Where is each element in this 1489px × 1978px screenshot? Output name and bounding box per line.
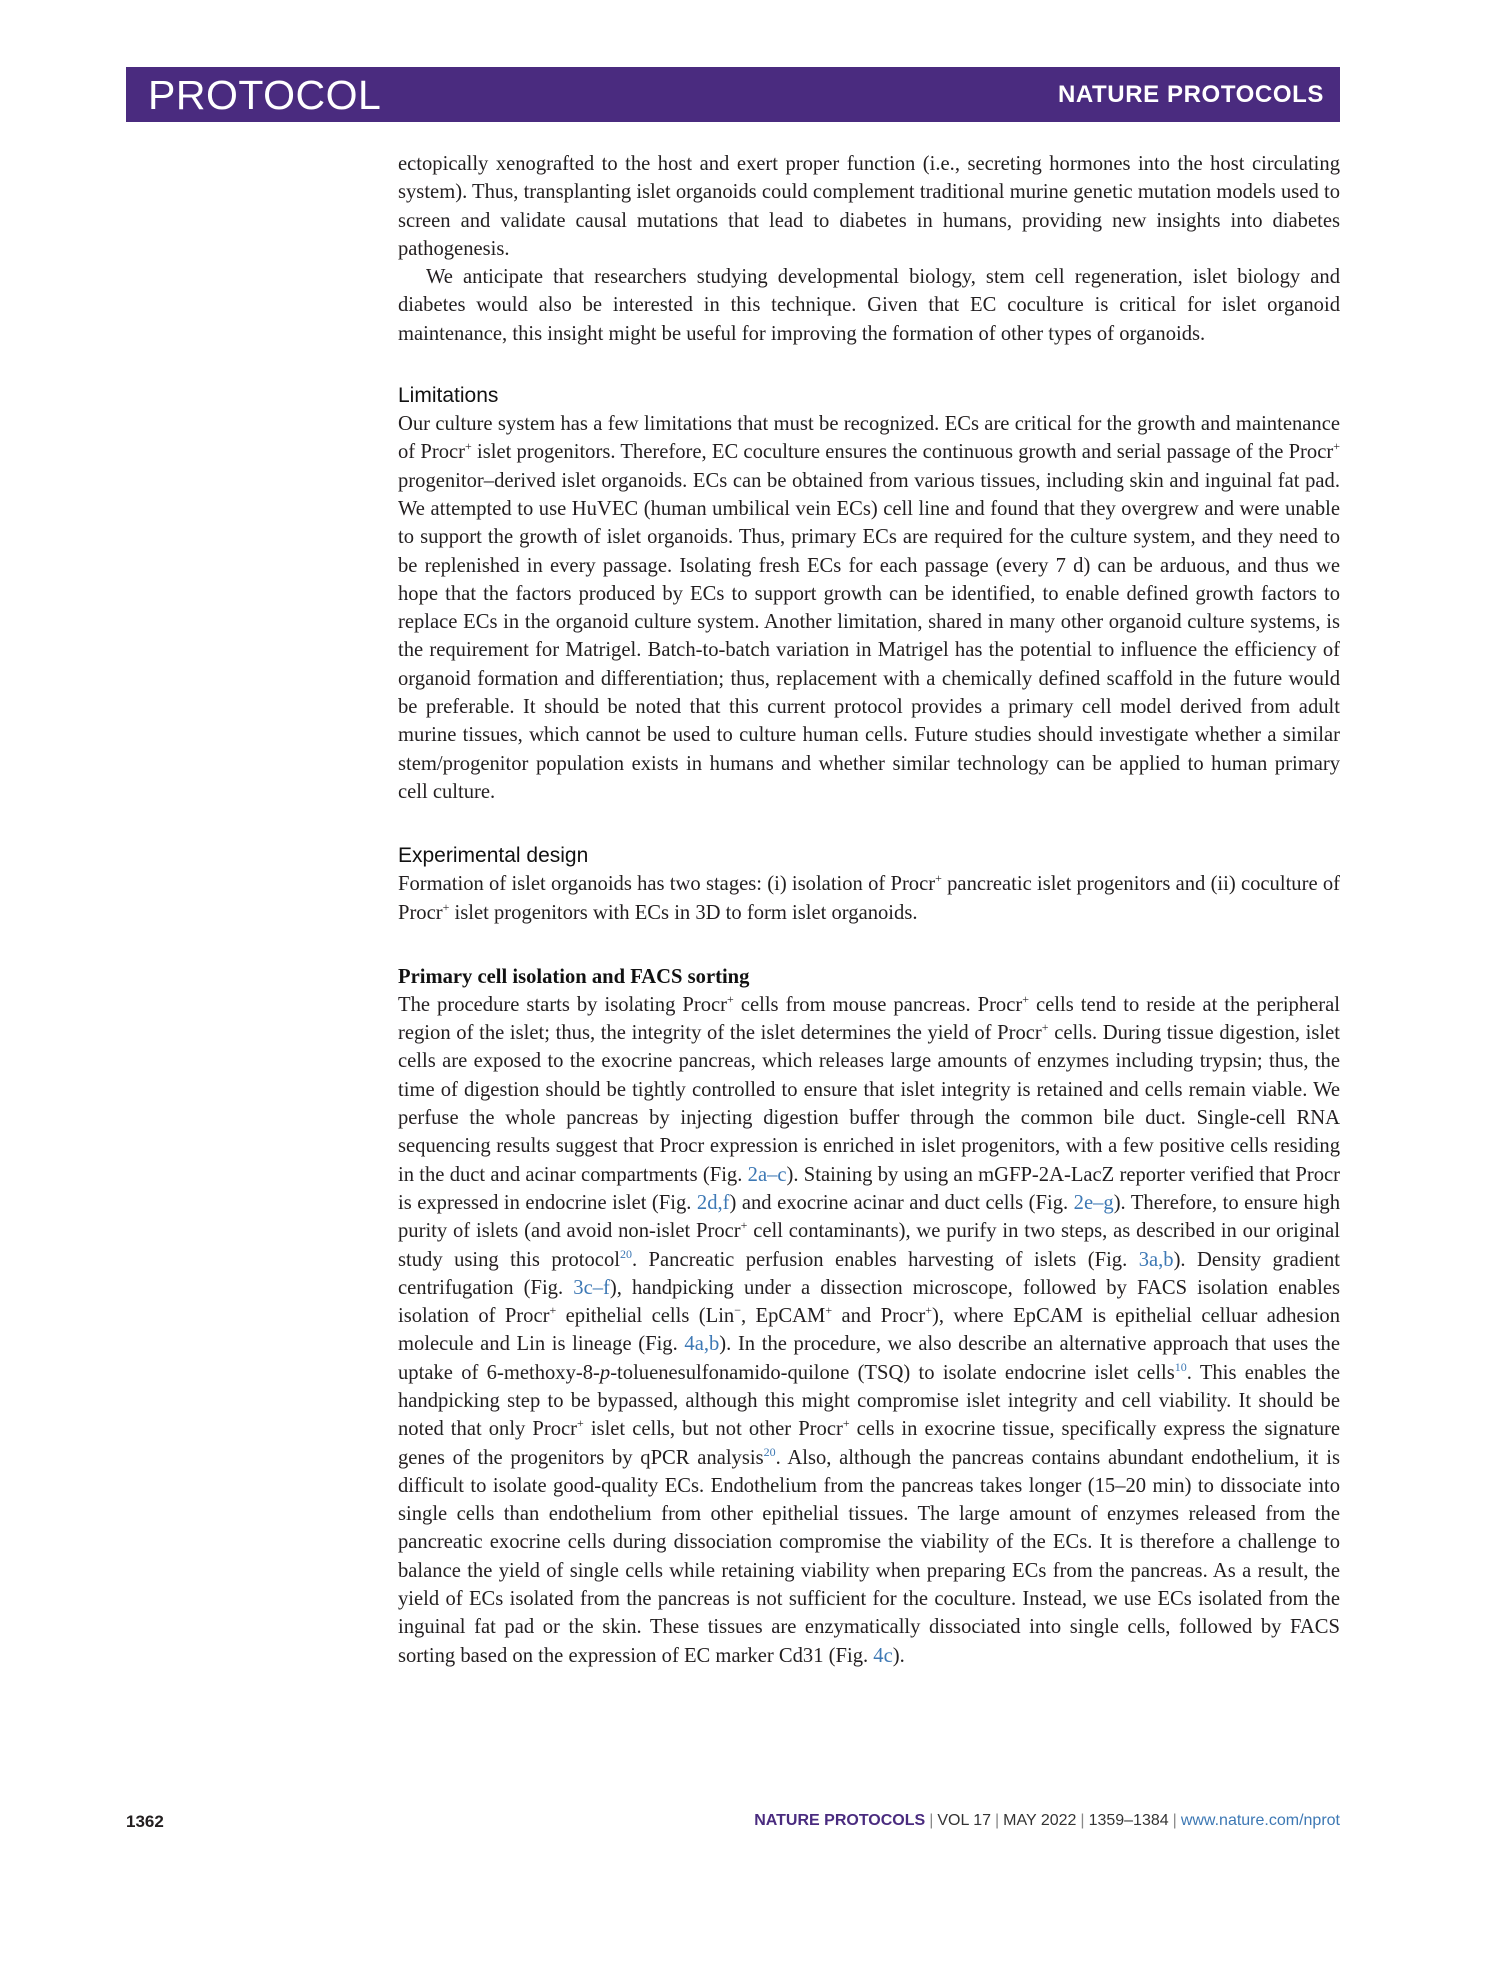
section-label: PROTOCOL bbox=[148, 72, 382, 118]
citation-link[interactable]: 20 bbox=[763, 1444, 776, 1459]
experimental-design-paragraph: Formation of islet organoids has two stages: (i) isolation of Procr+ pancreatic islet progenitors and (ii) coculture of Procr+ islet progenitors with ECs in 3D to form islet organoids. bbox=[398, 871, 1340, 924]
footer-pages: 1359–1384 bbox=[1088, 1812, 1169, 1829]
header-bar bbox=[126, 67, 1340, 122]
figure-ref-link[interactable]: 3a,b bbox=[1138, 1248, 1174, 1271]
intro-paragraph-1: ectopically xenografted to the host and exert proper function (i.e., secreting hormones into the host circulating system). Thus, transplanting islet organoids could complement traditional murine genetic mutation models used to screen and validate causal mutations that lead to diabetes in humans, providing new insights into diabetes pathogenesis. bbox=[398, 153, 1340, 260]
experimental-design-heading: Experimental design bbox=[398, 844, 589, 868]
figure-ref-link[interactable]: 4a,b bbox=[684, 1333, 720, 1356]
footer-citation: NATURE PROTOCOLS | VOL 17 | MAY 2022 | 1359–1384 | www.nature.com/nprot bbox=[754, 1812, 1340, 1829]
citation-link[interactable]: 10 bbox=[1174, 1359, 1187, 1374]
footer-volume: VOL 17 bbox=[937, 1812, 992, 1829]
figure-ref-link[interactable]: 2a–c bbox=[747, 1163, 787, 1186]
main-column bbox=[398, 150, 1340, 1670]
journal-url-link[interactable]: www.nature.com/nprot bbox=[1180, 1812, 1340, 1829]
figure-ref-link[interactable]: 3c–f bbox=[573, 1276, 610, 1299]
limitations-paragraph: Our culture system has a few limitations that must be recognized. ECs are critical for the growth and maintenance of Procr+ islet progenitors. Therefore, EC coculture ensures the continuous growth and serial passage of the Procr+ progenitor–derived islet organoids. ECs can be obtained from various tissues, including skin and inguinal fat pad. We attempted to use HuVEC (human umbilical vein ECs) cell line and found that they overgrew and were unable to support the growth of islet organoids. Thus, primary ECs are required for the culture system, and they need to be replenished in every passage. Isolating fresh ECs for each passage (every 7 d) can be arduous, and thus we hope that the factors produced by ECs to support growth can be identified, to enable defined growth factors to replace ECs in the organoid culture system. Another limitation, shared in many other organoid culture systems, is the requirement for Matrigel. Batch-to-batch variation in Matrigel has the potential to influence the efficiency of organoid formation and differentiation; thus, replacement with a chemically defined scaffold in the future would be preferable. It should be noted that this current protocol provides a primary cell model derived from adult murine tissues, which cannot be used to culture human cells. Future studies should investigate whether a similar stem/progenitor population exists in humans and whether similar technology can be applied to human primary cell culture. bbox=[398, 413, 1340, 803]
page-number: 1362 bbox=[126, 1812, 164, 1831]
limitations-heading: Limitations bbox=[398, 384, 499, 408]
figure-ref-link[interactable]: 2e–g bbox=[1073, 1191, 1114, 1214]
citation-link[interactable]: 20 bbox=[619, 1246, 632, 1261]
intro-paragraph-2: We anticipate that researchers studying developmental biology, stem cell regeneration, islet biology and diabetes would also be interested in this technique. Given that EC coculture is critical for islet organoid maintenance, this insight might be useful for improving the formation of other types of organoids. bbox=[398, 266, 1340, 345]
primary-cell-heading: Primary cell isolation and FACS sorting bbox=[398, 965, 750, 988]
primary-cell-paragraph: The procedure starts by isolating Procr+ cells from mouse pancreas. Procr+ cells tend to reside at the peripheral region of the islet; thus, the integrity of the islet determines the yield of Procr+ cells. During tissue digestion, islet cells are exposed to the exocrine pancreas, which releases large amounts of enzymes including trypsin; thus, the time of digestion should be tightly controlled to ensure that islet integrity is retained and cells remain viable. We perfuse the whole pancreas by injecting digestion buffer through the common bile duct. Single-cell RNA sequencing results suggest that Procr expression is enriched in islet progenitors, with a few positive cells residing in the duct and acinar compartments (Fig. 2a–c). Staining by using an mGFP-2A-LacZ reporter verified that Procr is expressed in endocrine islet (Fig. 2d,f) and exocrine acinar and duct cells (Fig. 2e–g). Therefore, to ensure high purity of islets (and avoid non-islet Procr+ cell contaminants), we purify in two steps, as described in our original study using this protocol$^{20}$. Pancreatic perfusion enables harvesting of islets (Fig. 3a,b). Density gradient centrifugation (Fig. 3c–f), handpicking under a dissection microscope, followed by FACS isolation enables isolation of Procr+ epithelial cells (Lin−, EpCAM+ and Procr+), where EpCAM is epithelial celluar adhesion molecule and Lin is lineage (Fig. 4a,b). In the procedure, we also describe an alternative approach that uses the uptake of 6-methoxy-8-p-toluenesulfonamido-quilone (TSQ) to isolate endocrine islet cells$^{10}$. This enables the handpicking step to be bypassed, although this might compromise islet integrity and cell viability. It should be noted that only Procr+ islet cells, but not other Procr+ cells in exocrine tissue, specifically express the signature genes of the progenitors by qPCR analysis$^{20}$. Also, although the pancreas contains abundant endothelium, it is difficult to isolate good-quality ECs. Endothelium from the pancreas takes longer (15–20 min) to dissociate into single cells than endothelium from other epithelial tissues. The large amount of enzymes released from the pancreatic exocrine cells during dissociation compromise the viability of the ECs. It is therefore a challenge to balance the yield of single cells while retaining viability when preparing ECs from the pancreas. As a result, the yield of ECs isolated from the pancreas is not sufficient for the coculture. Instead, we use ECs isolated from the inguinal fat pad or the skin. These tissues are enzymatically dissociated into single cells, followed by FACS sorting based on the expression of EC marker Cd31 (Fig. 4c). bbox=[398, 991, 1341, 1667]
figure-ref-link[interactable]: 2d,f bbox=[696, 1191, 730, 1214]
page-footer bbox=[126, 1812, 1340, 1836]
footer-journal: NATURE PROTOCOLS bbox=[754, 1812, 926, 1829]
journal-title: NATURE PROTOCOLS bbox=[1057, 81, 1324, 108]
figure-ref-link[interactable]: 4c bbox=[873, 1644, 893, 1667]
footer-date: MAY 2022 bbox=[1003, 1812, 1077, 1829]
